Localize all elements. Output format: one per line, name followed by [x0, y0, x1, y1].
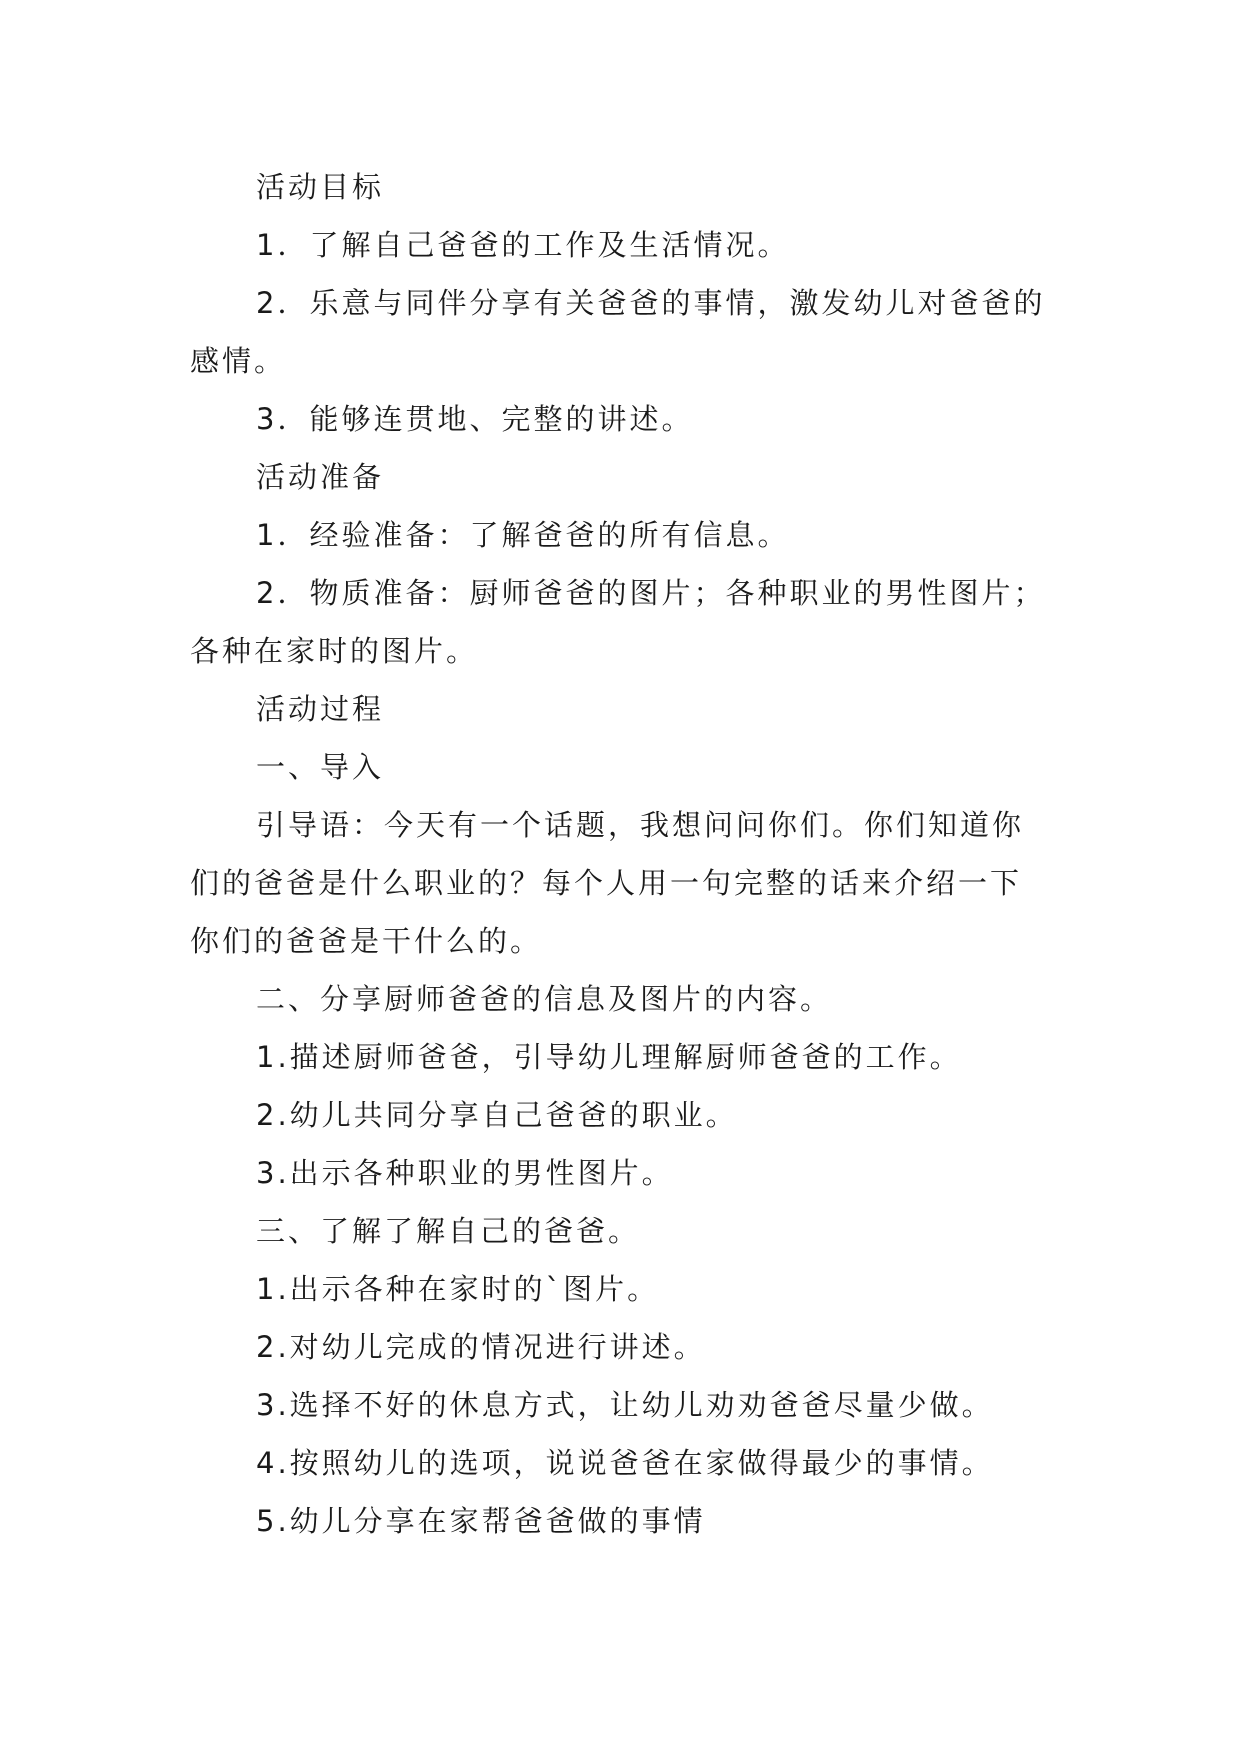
preparation-item-2: 2．物质准备：厨师爸爸的图片；各种职业的男性图片；各种在家时的图片。 [190, 576, 1046, 668]
process-item-3-1: 1.出示各种在家时的`图片。 [256, 1272, 660, 1306]
goal-item-1: 1．了解自己爸爸的工作及生活情况。 [256, 228, 790, 262]
heading-activity-process: 活动过程 [256, 692, 385, 726]
process-item-3-3: 3.选择不好的休息方式，让幼儿劝劝爸爸尽量少做。 [256, 1388, 994, 1422]
document-body [190, 158, 1050, 1550]
preparation-item-1: 1．经验准备：了解爸爸的所有信息。 [256, 518, 790, 552]
process-item-3-2: 2.对幼儿完成的情况进行讲述。 [256, 1330, 706, 1364]
heading-activity-preparation: 活动准备 [256, 460, 385, 494]
section-share-chef: 二、分享厨师爸爸的信息及图片的内容。 [256, 982, 833, 1016]
guiding-speech: 引导语：今天有一个话题，我想问问你们。你们知道你们的爸爸是什么职业的？每个人用一句完整的话来介绍一下你们的爸爸是干什么的。 [190, 808, 1025, 958]
process-item-2-1: 1.描述厨师爸爸，引导幼儿理解厨师爸爸的工作。 [256, 1040, 962, 1074]
heading-activity-goals: 活动目标 [256, 170, 385, 204]
section-introduction: 一、导入 [256, 750, 385, 784]
goal-item-3: 3．能够连贯地、完整的讲述。 [256, 402, 694, 436]
process-item-2-3: 3.出示各种职业的男性图片。 [256, 1156, 674, 1190]
goal-item-2: 2．乐意与同伴分享有关爸爸的事情，激发幼儿对爸爸的感情。 [190, 286, 1046, 378]
process-item-2-2: 2.幼儿共同分享自己爸爸的职业。 [256, 1098, 738, 1132]
process-item-3-5: 5.幼儿分享在家帮爸爸做的事情 [256, 1504, 706, 1538]
section-know-dad: 三、了解了解自己的爸爸。 [256, 1214, 641, 1248]
process-item-3-4: 4.按照幼儿的选项，说说爸爸在家做得最少的事情。 [256, 1446, 994, 1480]
